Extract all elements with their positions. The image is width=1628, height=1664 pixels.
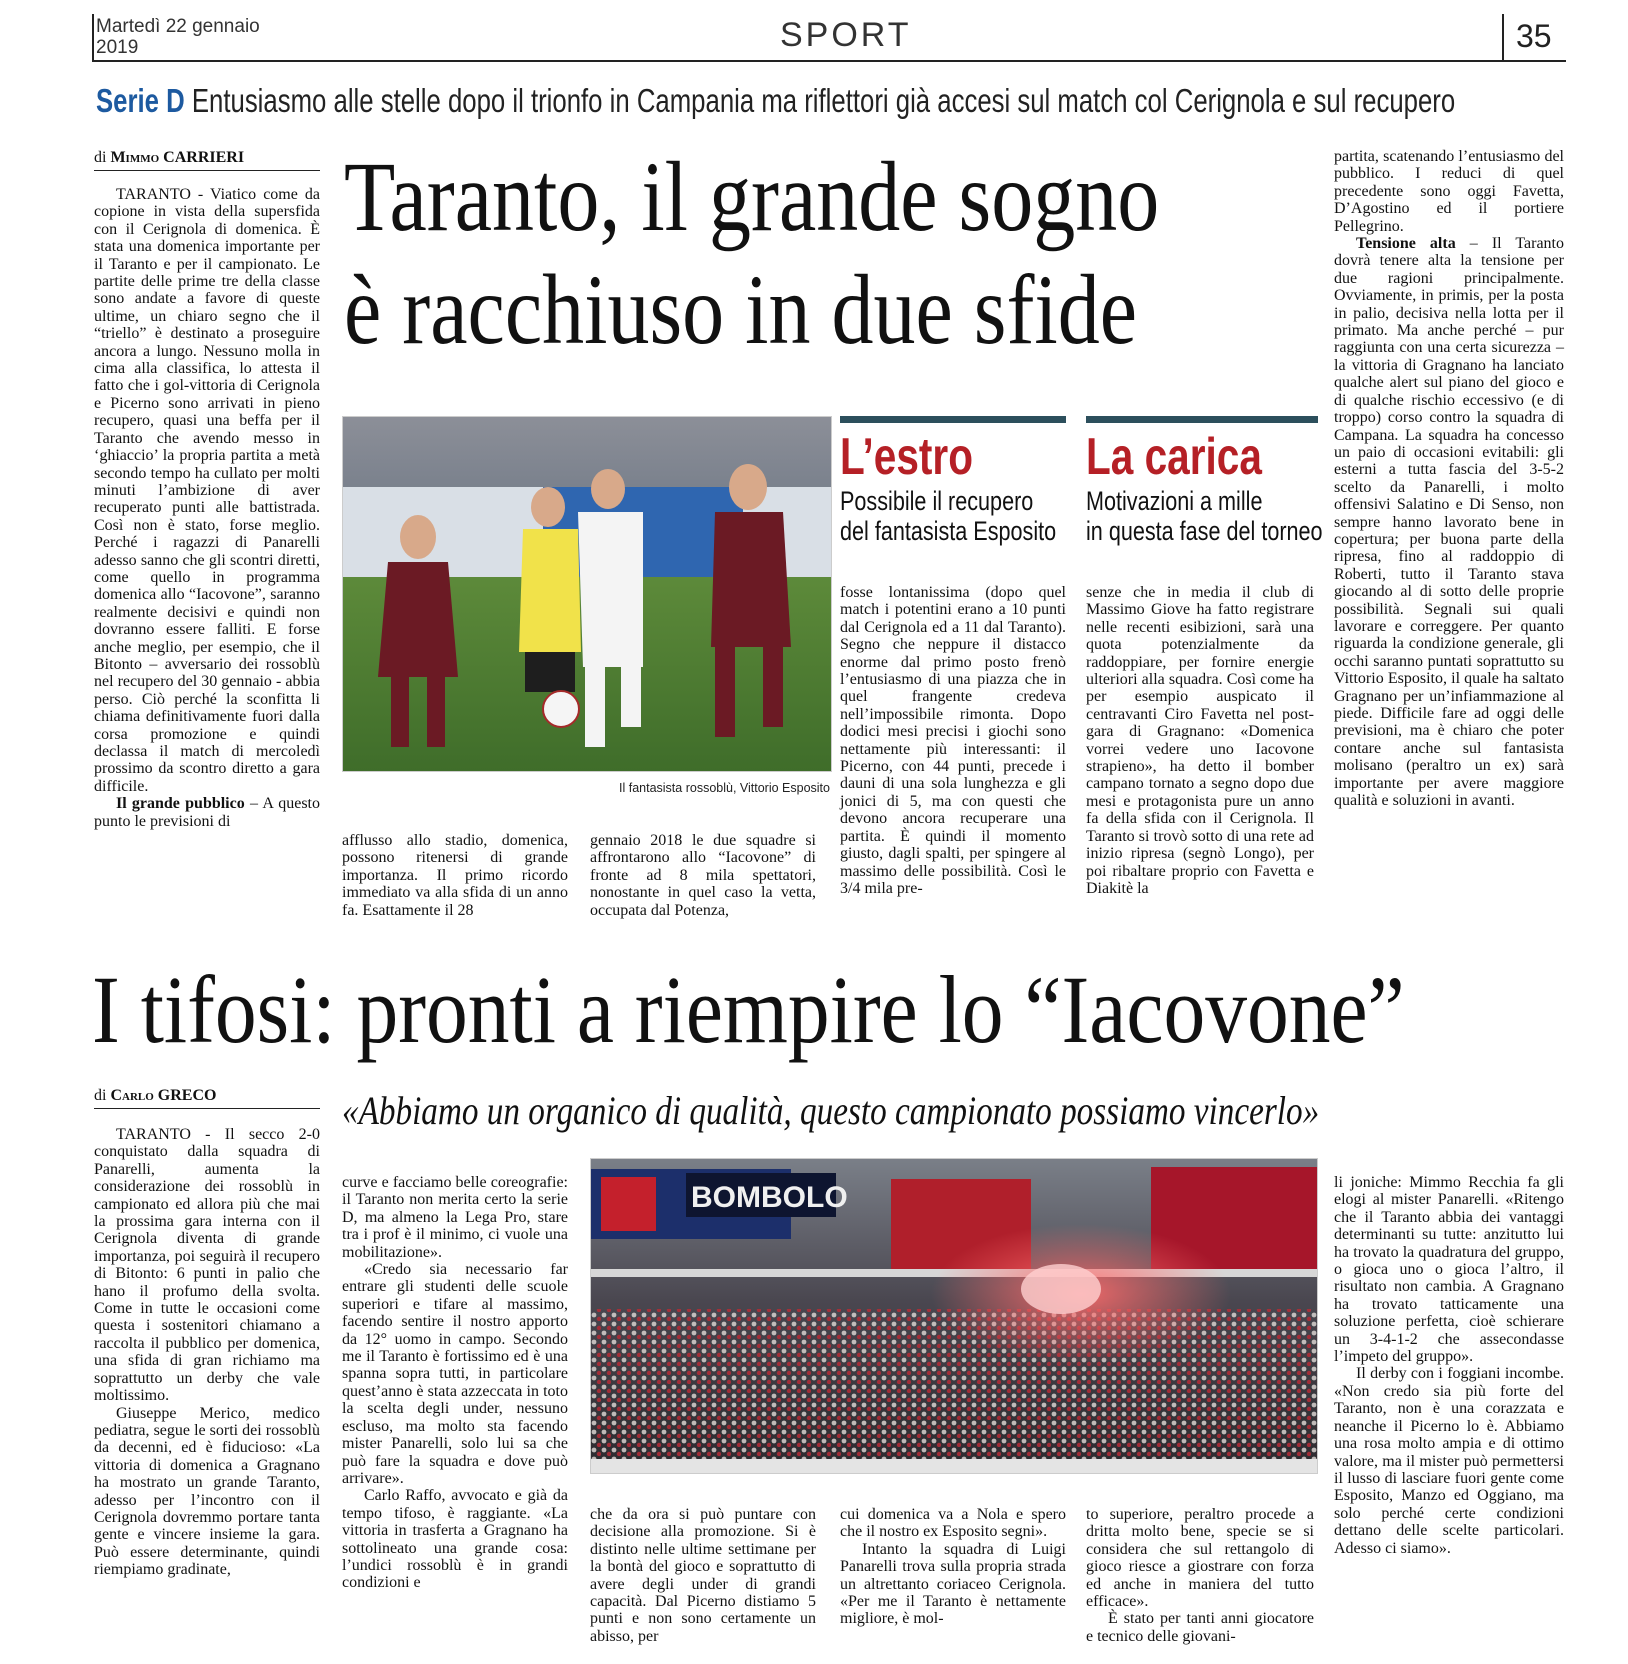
headline-line1: Taranto, il grande sogno [344,141,1160,252]
banner-text: BOMBOLO [691,1181,848,1214]
article1-lead-paragraph: TARANTO - Viatico come da copione in vista della supersfida con il Cerignola di domenica. È stata una domenica importante per il Taranto e per il campionato. Le partite delle prime tre della classe sono andate a favore di queste ultime, un chiaro segno che il “triello” è destinato a proseguire ancora a lungo. Nessuno molla in cima alla classifica, lo attesta il fatto che i gol-vittoria di Cerignola e Picerno sono arrivati in pieno recupero, quasi una beffa per il Taranto che avendo messo in ‘ghiaccio’ la propria partita a metà secondo tempo ha cullato per molti minuti l’ambizione di aver recuperato punti alle battistrada. Così non è stato, forse meglio. Perché i ragazzi di Panarelli adesso sanno che gli scontri diretti, come quello in programma domenica allo “Iacovone”, saranno realmente decisivi e quindi non dovranno essere falliti. E forse anche meglio, per esempio, che il Bitonto – avversario dei rossoblù nel recupero del 30 gennaio - abbia perso. Ciò perché la sconfitta li chiama definitivamente fuori dalla corsa promozione e quindi declassa il match di mercoledì prossimo da scontro diretto a gara difficile. [94,186,320,795]
headline-line2: è racchiuso in due sfide [344,254,1138,365]
article1-photo-caption: Il fantasista rossoblù, Vittorio Esposito [619,781,830,795]
box2 [1086,428,1323,546]
article1-column-6 [1334,148,1564,809]
kicker-text: Entusiasmo alle stelle dopo il trionfo in Campania ma riflettori già accesi sul match col Cerignola e sul recupero [191,82,1456,119]
page-number: 35 [1516,18,1552,54]
box2-subtitle-line1: Motivazioni a mille [1086,486,1263,516]
article1-column-1 [94,186,320,830]
article2-paragraph: Il derby con i foggiani incombe. «Non credo sia più forte del Taranto, non è una corazzata e neanche il Picerno lo è. Abbiamo una rosa molto ampia e di ottimo valore, ma il mister può permettersi il lusso di lasciare fuori gente come Esposito, Manzo ed Oggiano, ma solo perché certe condizioni dettano delle scelte particolari. Adesso ci siamo». [1334,1365,1564,1557]
article2-column-1 [94,1126,320,1579]
stadium-crowd-photo [591,1159,1317,1473]
header-rule [92,60,1566,62]
kicker-label: Serie D [96,82,185,119]
article1-byline [94,148,320,168]
subheading-tensione-alta: Tensione alta [1356,235,1456,253]
article1-column-4 [840,584,1066,897]
byline-author: Mimmo CARRIERI [110,149,245,166]
article2-paragraph: cui domenica va a Nola e spero che il nostro ex Esposito segni». [840,1506,1066,1541]
article1-paragraph: partita, scatenando l’entusiasmo del pubblico. I reduci di quel precedente sono oggi Favetta, D’Agostino ed il portiere Pellegrino. [1334,148,1564,235]
byline-rule [94,1108,320,1109]
byline-rule [94,170,320,171]
kicker [96,80,1456,122]
article1-paragraph: Il grande pubblico – A questo punto le previsioni di [94,795,320,830]
article2-paragraph: to superiore, peraltro procede a dritta molto bene, specie se si considera che sul rettangolo di gioco riesce a giostrare con forza ed anche in maniera del tutto efficace». [1086,1506,1314,1611]
box2-title: La carica [1086,428,1262,486]
byline-author: Carlo GRECO [110,1087,217,1104]
section-title: SPORT [780,16,912,54]
subheading-grande-pubblico: Il grande pubblico [116,795,245,813]
article1-headline [344,140,1167,366]
box1 [840,428,1066,546]
byline-prefix: di [94,1087,107,1104]
article2-paragraph: li joniche: Mimmo Recchia fa gli elogi al mister Panarelli. «Ritengo che il Taranto abbia dei vantaggi determinanti su tutte: anzitutto lui ha trovato la quadratura del gruppo, o gioca uno o gioca l’altro, il risultato non cambia. A Gragnano ha trovato tatticamente una soluzione perfetta, cioè schierare un 3-4-1-2 che assecondasse l’impeto del gruppo». [1334,1174,1564,1366]
article1-paragraph: afflusso allo stadio, domenica, possono ritenersi di grande importanza. Il primo ricordo immediato va alla sfida di un anno fa. Esattamente il 28 [342,832,568,919]
article2-paragraph: curve e facciamo belle coreografie: il Taranto non merita certo la serie D, ma almeno la Lega Pro, stare tra i prof è il minimo, ci vuole una mobilitazione». [342,1174,568,1261]
header-divider-left [92,14,94,60]
article2-photo [590,1158,1318,1474]
box2-subtitle-line2: in questa fase del torneo [1086,516,1323,546]
article1-column-5 [1086,584,1314,897]
article2-column-5 [1086,1506,1314,1645]
header-divider-right [1502,14,1504,60]
article2-paragraph: Carlo Raffo, avvocato e già da tempo tifoso, è raggiante. «La vittoria in trasferta a Gragnano ha sottolineato una grande cosa: l’undici rossoblù è in grandi condizioni e [342,1487,568,1592]
article2-column-2 [342,1174,568,1592]
box2-rule [1086,416,1318,423]
article1-paragraph: fosse lontanissima (dopo quel match i potentini erano a 10 punti dal Cerignola ed a 11 dal Taranto). Segno che neppure il distacco enorme dal primo posto frenò l’entusiasmo di una piazza che in quel frangente credeva nell’impossibile rimonta. Dopo dodici mesi precisi i giochi sono nettamente più interessanti: il Picerno, con 44 punti, precede i dauni di una sola lunghezza e gli jonici di 5, ma con questi che devono ancora recuperare una partita. È quindi il momento giusto, dagli spalti, per spingere al massimo delle possibilità. Così le 3/4 mila pre- [840,584,1066,897]
box1-subtitle-line1: Possibile il recupero [840,486,1034,516]
article2-column-6 [1334,1174,1564,1557]
article1-paragraph: gennaio 2018 le due squadre si affrontarono allo “Iacovone” di fronte ad 8 mila spettatori, nonostante in quel caso la vetta, occupata dal Potenza, [590,832,816,919]
article2-paragraph: Giuseppe Merico, medico pediatra, segue le sorti dei rossoblù da decenni, ed è fiducioso: «La vittoria di domenica a Gragnano ha mostrato un grande Taranto, adesso per l’incontro con il Cerignola dovremmo portare tanta gente e vincere insieme la gara. Può essere determinante, quindi riempiamo gradinate, [94,1404,320,1579]
article1-column-2 [342,832,568,919]
article2-paragraph: È stato per tanti anni giocatore e tecnico delle giovani- [1086,1610,1314,1645]
article2-byline [94,1086,320,1106]
article2-paragraph: che da ora si può puntare con decisione alla promozione. Si è distinto nelle ultime settimane per la bontà del gioco e soprattutto di avere degli under di grandi capacità. Dal Picerno distiamo 5 punti e non sono certamente un abisso, per [590,1506,816,1645]
box1-rule [840,416,1066,423]
byline-prefix: di [94,149,107,166]
page-date: Martedì 22 gennaio 2019 [96,16,260,58]
article2-headline: I tifosi: pronti a riempire lo “Iacovone” [92,956,1405,1063]
box1-subtitle-line2: del fantasista Esposito [840,516,1057,546]
article2-subtitle: «Abbiamo un organico di qualità, questo campionato possiamo vincerlo» [342,1088,1320,1133]
article2-column-4 [840,1506,1066,1628]
article2-paragraph: «Credo sia necessario far entrare gli studenti delle scuole superiori e tifare al massimo, facendo sentire il nostro apporto da 12° uomo in campo. Secondo me il Taranto è fortissimo ed è una spanna sopra tutti, in particolare quest’anno è stata azzeccata in toto la scelta degli under, nessuno escluso, ma molto sta facendo mister Panarelli, solo lui sa che può fare la squadra e dove può arrivare». [342,1261,568,1487]
article1-paragraph: senze che in media il club di Massimo Giove ha fatto registrare nelle recenti esibizioni, sarà una quota potenzialmente da raddoppiare, per fornire energie ulteriori alla squadra. Così come ha per esempio auspicato il centravanti Ciro Favetta nel post-gara di Gragnano: «Domenica vorrei vedere uno Iacovone strapieno», ha detto il bomber campano tornato a segno dopo due mesi e protagonista pure un anno fa della sfida con il Cerignola. Il Taranto si trovò sotto di una rete ad inizio ripresa (segnò Longo), per poi ribaltare proprio con Favetta e Diakitè la [1086,584,1314,897]
article2-column-3 [590,1506,816,1645]
football-photo [343,417,831,771]
article1-photo [342,416,832,772]
article1-paragraph: Tensione alta – Il Taranto dovrà tenere alta la tensione per due ragioni principalmente. Ovviamente, in primis, per la posta in palio, decisiva nella lotta per il primato. Ma anche perché – pur raggiunta con una certa sicurezza – la vittoria di Gragnano ha lanciato qualche alert sul piano del gioco e di qualche rischio eccessivo (e di troppo) corso contro la squadra di Campana. La squadra ha concesso un paio di occasioni evitabili: gli esterni a tutta fascia del 3-5-2 scelto da Panarelli, i molto offensivi Salatino e Di Senso, non sempre hanno lavorato bene in copertura; per buona parte della ripresa, fino al raddoppio di Roberti, tutto il Taranto stava giocando al di sotto delle proprie possibilità. Segnali sui quali lavorare e correggere. Per quanto riguarda la condizione generale, gli occhi saranno puntati soprattutto su Vittorio Esposito, il quale ha saltato Gragnano per un’infiammazione al piede. Difficile fare ad oggi delle previsioni, ma è chiaro che poter contare anche sul fantasista molisano (peraltro un ex) sarà importante per avere maggiore qualità e soluzioni in avanti. [1334,235,1564,810]
article2-paragraph: Intanto la squadra di Luigi Panarelli trova sulla propria strada un altrettanto coriaceo Cerignola. «Per me il Taranto è nettamente migliore, è mol- [840,1540,1066,1628]
article2-paragraph: TARANTO - Il secco 2-0 conquistato dalla squadra di Panarelli, aumenta la considerazione dei rossoblù in campionato ed allora più che mai la prossima gara interna con il Cerignola diventa di grande importanza, poi seguirà il recupero di Bitonto: 6 punti in palio che hano il profumo della svolta. Come in tutte le occasioni come questa i sostenitori chiamano a raccolta il pubblico per domenica, una sfida di gran richiamo ma soprattutto un derby che vale moltissimo. [94,1126,320,1405]
box1-title: L’estro [840,428,973,486]
article1-column-3 [590,832,816,919]
